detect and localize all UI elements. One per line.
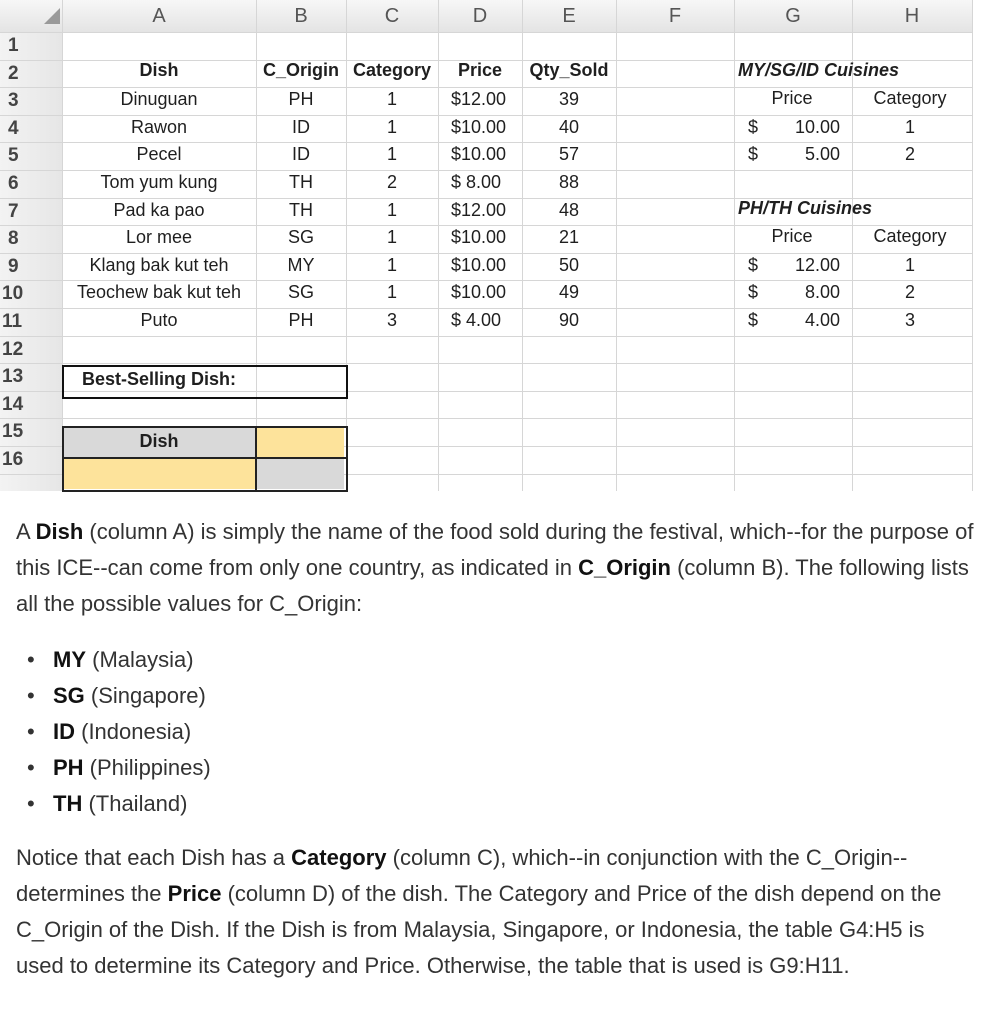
column-header-c[interactable]: C: [384, 5, 400, 27]
cell-qty: 88: [558, 172, 580, 192]
cell-price: $10.00: [451, 144, 507, 164]
list-item: • ID (Indonesia): [16, 714, 211, 750]
lookup-ph-price-label: Price: [771, 226, 813, 246]
cell-dish: Klang bak kut teh: [89, 255, 229, 275]
row-header-5[interactable]: 5: [8, 145, 19, 166]
cell-dish: Lor mee: [125, 227, 193, 247]
cell-origin: ID: [292, 117, 310, 137]
column-header-a[interactable]: A: [152, 5, 166, 27]
cell-qty: 48: [558, 200, 580, 220]
select-all-corner[interactable]: [44, 8, 60, 24]
cell-origin: SG: [287, 282, 314, 302]
cell-category: 2: [386, 172, 397, 192]
cell-category: 1: [386, 89, 397, 109]
cell-dish: Pad ka pao: [113, 200, 205, 220]
cell-category: 3: [386, 310, 397, 330]
row-header-9[interactable]: 9: [8, 256, 19, 277]
lookup-my-title: MY/SG/ID Cuisines: [738, 60, 900, 80]
cell-dish: Puto: [140, 310, 178, 330]
cell-qty: 39: [558, 89, 580, 109]
paragraph-category-price: Notice that each Dish has a Category (column C), which--in conjunction with the C_Origin--determines the Price (column D) of the dish. The Category and Price of the dish depend on the C_Origin of the Dish. If the Dish is from Malaysia, Singapore, or Indonesia, the table G4:H5 is used to determine its Category and Price. Otherwise, the table that is used is G9:H11.: [16, 845, 942, 978]
row-header-10[interactable]: 10: [2, 283, 24, 304]
row-header-8[interactable]: 8: [8, 228, 19, 249]
row-header-3[interactable]: 3: [8, 90, 19, 111]
cell-price: $10.00: [451, 227, 507, 247]
lookup-my-category: 1: [904, 117, 915, 137]
column-header-e[interactable]: E: [562, 5, 576, 27]
lookup-ph-category-label: Category: [873, 226, 947, 246]
header-origin: C_Origin: [262, 60, 339, 80]
cell-dish: Teochew bak kut teh: [76, 282, 242, 302]
column-header-d[interactable]: D: [472, 5, 488, 27]
cell-qty: 90: [558, 310, 580, 330]
lookup-my-price: 5.00: [804, 144, 840, 164]
cell-qty: 57: [558, 144, 580, 164]
column-header-b[interactable]: B: [294, 5, 308, 27]
grid-hline: [0, 32, 972, 33]
cell-price: $ 8.00: [451, 172, 502, 192]
lookup-ph-price: 4.00: [804, 310, 840, 330]
row-header-16[interactable]: 16: [2, 449, 24, 470]
grid-hline: [0, 363, 972, 364]
column-header-f[interactable]: F: [668, 5, 682, 27]
row-header-11[interactable]: 11: [2, 311, 23, 332]
cell-price: $ 4.00: [451, 310, 502, 330]
list-item: • SG (Singapore): [16, 678, 211, 714]
cell-price: $10.00: [451, 255, 507, 275]
lookup-ph-category: 3: [904, 310, 915, 330]
cell-qty: 49: [558, 282, 580, 302]
header-dish: Dish: [139, 60, 179, 80]
row-header-2[interactable]: 2: [8, 63, 19, 84]
lookup-my-price-label: Price: [771, 88, 813, 108]
cell-category: 1: [386, 117, 397, 137]
lookup-ph-category: 1: [904, 255, 915, 275]
lookup-ph-currency: $: [748, 310, 759, 330]
cell-origin: PH: [288, 310, 314, 330]
cell-price: $12.00: [451, 89, 507, 109]
header-price: Price: [457, 60, 503, 80]
grid-vline: [972, 0, 973, 491]
row-header-14[interactable]: 14: [2, 394, 24, 415]
column-header-h[interactable]: H: [904, 5, 920, 27]
cell-origin: MY: [287, 255, 315, 275]
cell-origin: TH: [289, 200, 313, 220]
lookup-ph-currency: $: [748, 282, 759, 302]
dish-label: Dish: [139, 431, 179, 451]
spreadsheet: [0, 0, 997, 495]
cell-category: 1: [386, 227, 397, 247]
row-header-15[interactable]: 15: [2, 421, 24, 442]
origin-list: [16, 642, 211, 822]
cell-origin: SG: [287, 227, 314, 247]
header-qty: Qty_Sold: [529, 60, 609, 80]
cell-category: 1: [386, 144, 397, 164]
lookup-my-currency: $: [748, 144, 759, 164]
lookup-my-price: 10.00: [794, 117, 840, 137]
row-header-6[interactable]: 6: [8, 173, 19, 194]
cell-category: 1: [386, 282, 397, 302]
lookup-ph-price: 12.00: [794, 255, 840, 275]
lookup-ph-category: 2: [904, 282, 915, 302]
lookup-ph-currency: $: [748, 255, 759, 275]
grid-hline: [0, 336, 972, 337]
best-selling-label: Best-Selling Dish:: [81, 369, 237, 389]
header-category: Category: [352, 60, 432, 80]
row-header-4[interactable]: 4: [8, 118, 19, 139]
cell-qty: 50: [558, 255, 580, 275]
cell-qty: 21: [558, 227, 580, 247]
row-header-7[interactable]: 7: [8, 201, 19, 222]
cell-dish: Dinuguan: [120, 89, 198, 109]
cell-price: $12.00: [451, 200, 507, 220]
list-item: • TH (Thailand): [16, 786, 211, 822]
column-header-g[interactable]: G: [785, 5, 801, 27]
row-header-13[interactable]: 13: [2, 366, 24, 387]
cell-category: 1: [386, 200, 397, 220]
lookup-my-currency: $: [748, 117, 759, 137]
list-item: • MY (Malaysia): [16, 642, 211, 678]
cell-dish: Tom yum kung: [100, 172, 218, 192]
paragraph-dish-origin: A Dish (column A) is simply the name of the food sold during the festival, which--for the purpose of this ICE--can come from only one country, as indicated in C_Origin (column B). The following lists all the possible values for C_Origin:: [16, 519, 974, 616]
lookup-my-category: 2: [904, 144, 915, 164]
row-header-1[interactable]: 1: [8, 35, 19, 56]
lookup-ph-title: PH/TH Cuisines: [738, 198, 873, 218]
lookup-ph-price: 8.00: [804, 282, 840, 302]
grid-hline: [0, 418, 972, 419]
cell-origin: TH: [289, 172, 313, 192]
cell-origin: ID: [292, 144, 310, 164]
cell-category: 1: [386, 255, 397, 275]
row-header-12[interactable]: 12: [2, 339, 24, 360]
cell-price: $10.00: [451, 282, 507, 302]
cell-origin: PH: [288, 89, 314, 109]
lookup-my-category-label: Category: [873, 88, 947, 108]
cell-dish: Rawon: [130, 117, 188, 137]
list-item: • PH (Philippines): [16, 750, 211, 786]
cell-price: $10.00: [451, 117, 507, 137]
cell-dish: Pecel: [136, 144, 182, 164]
cell-qty: 40: [558, 117, 580, 137]
